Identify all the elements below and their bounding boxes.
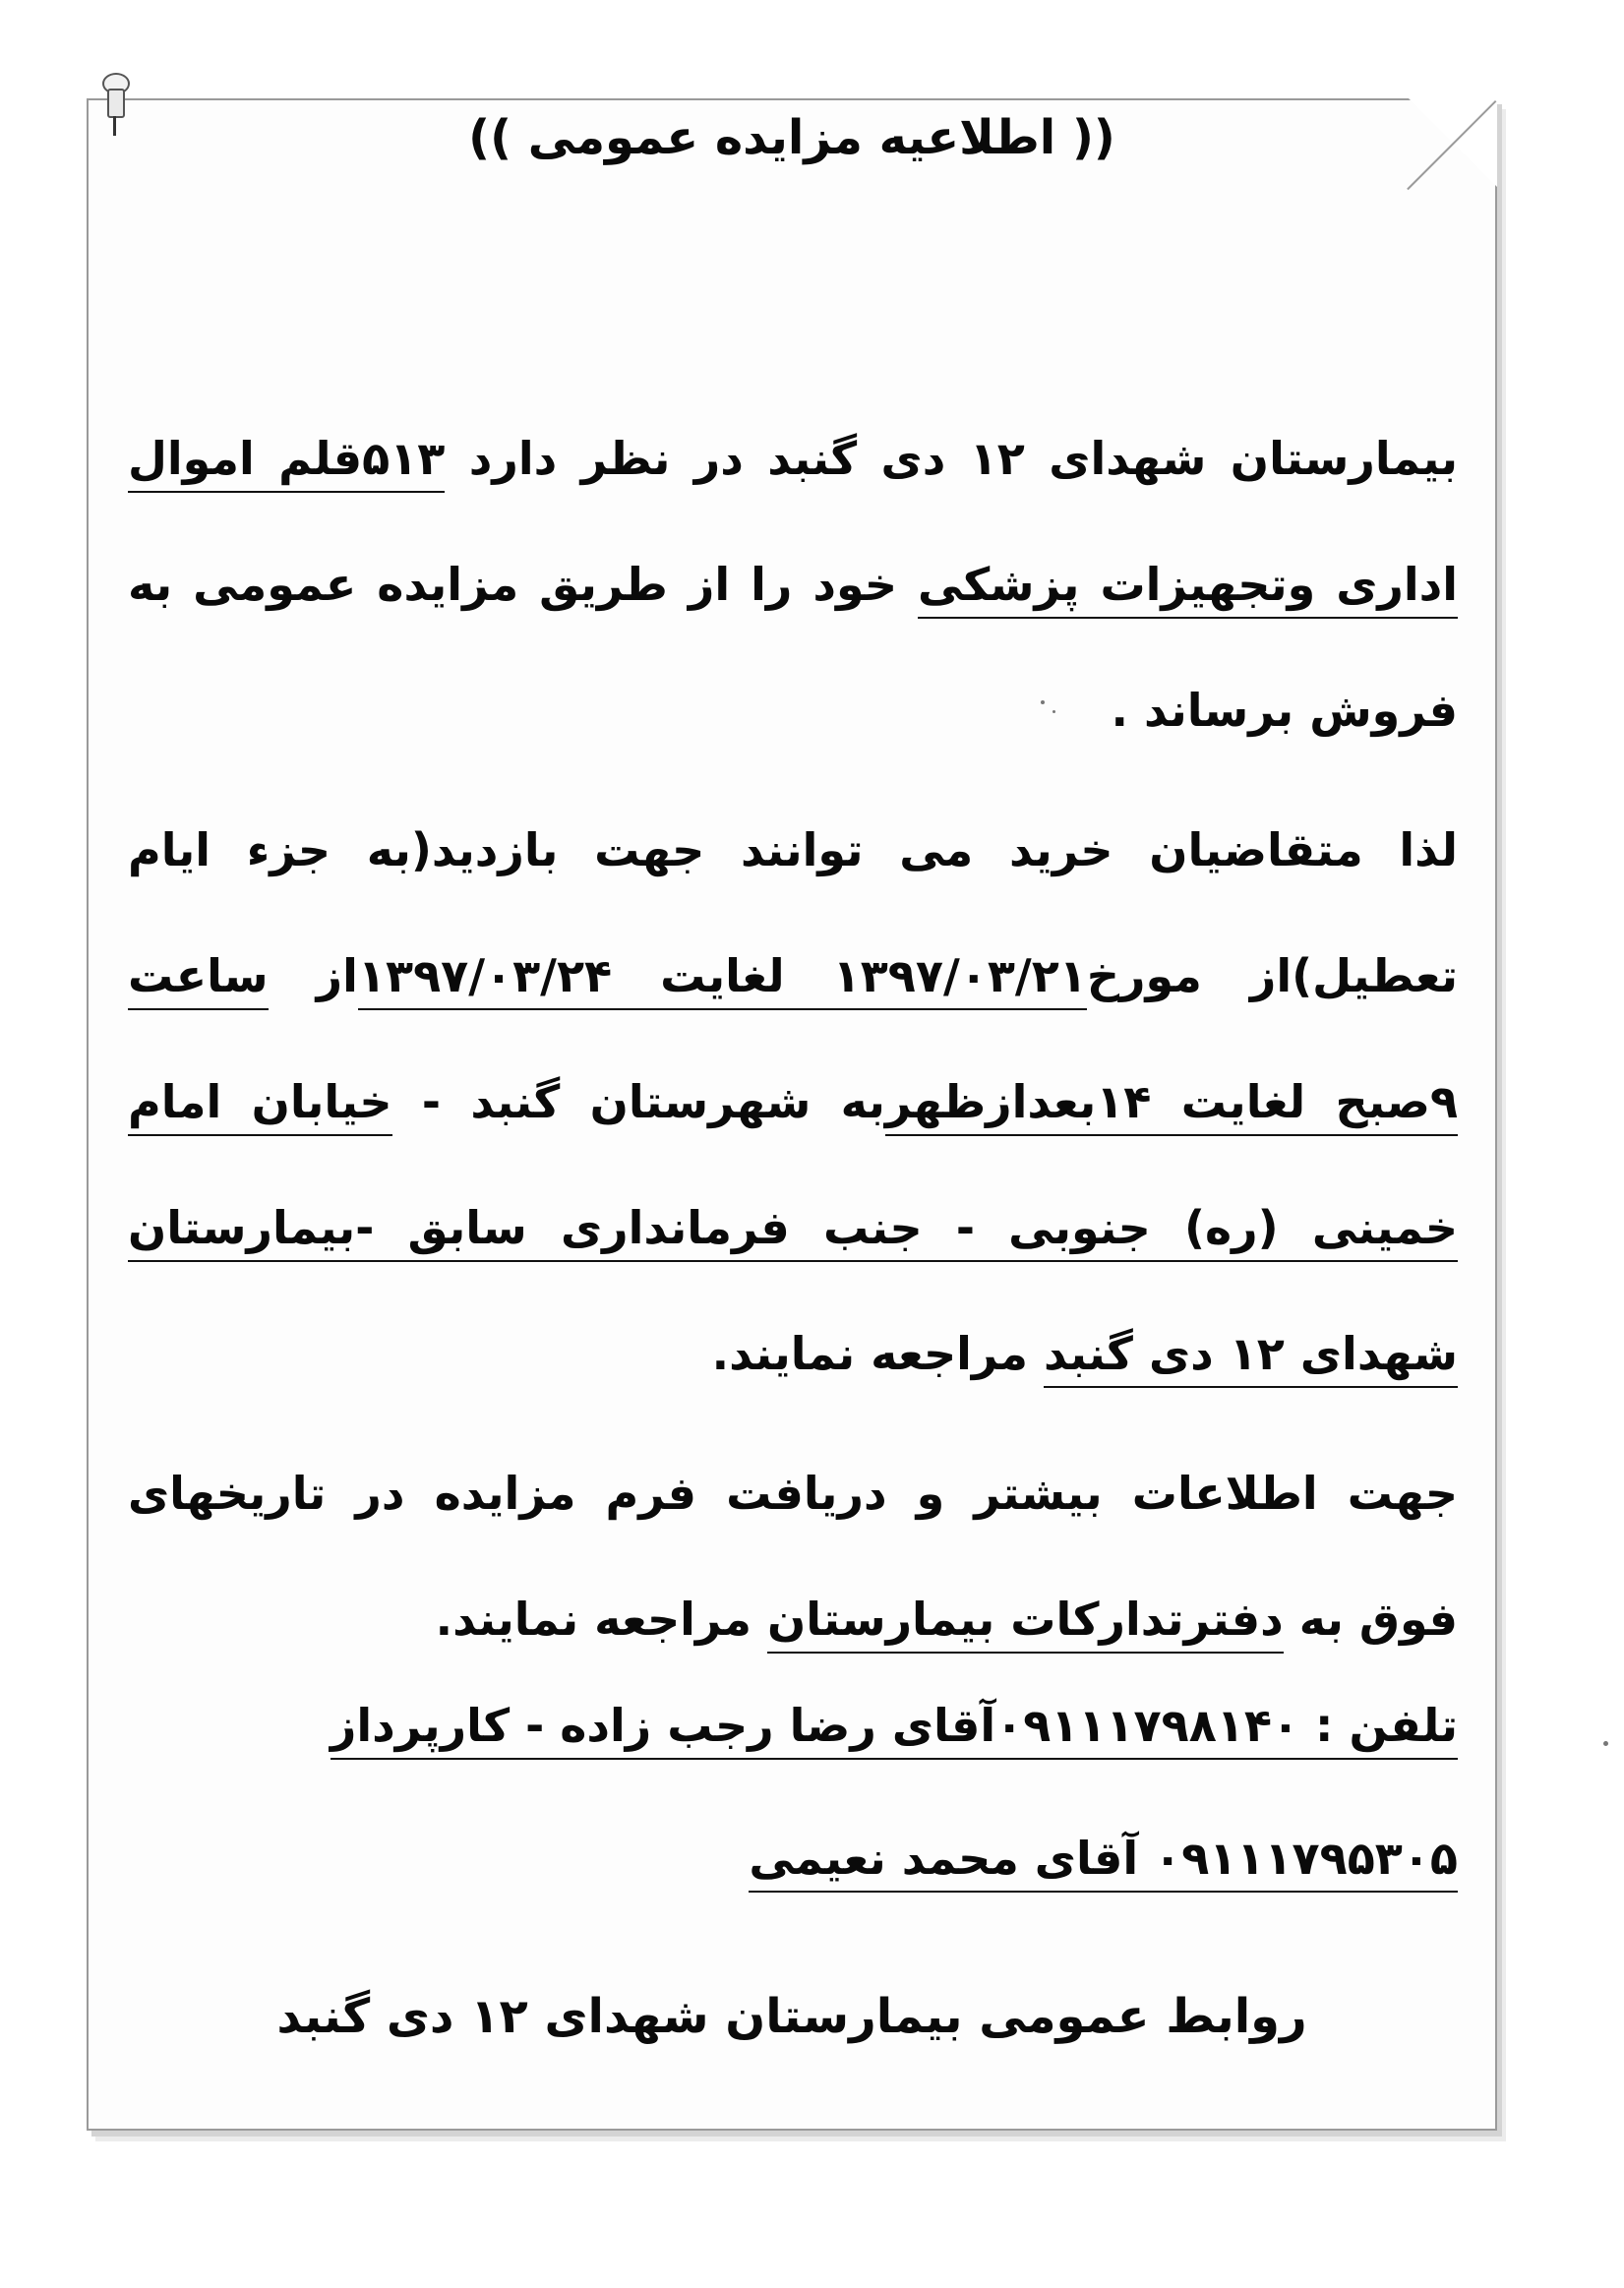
contact-line-2: ۰۹۱۱۱۷۹۵۳۰۵ آقای محمد نعیمی — [749, 1832, 1458, 1885]
paragraph-visit-details — [128, 787, 1458, 1416]
notice-title: (( اطلاعیه مزایده عمومی )) — [468, 110, 1115, 165]
notice-sheet — [87, 98, 1497, 2131]
info-end: مراجعه نمایند. — [435, 1593, 768, 1646]
scan-speck — [1041, 700, 1045, 704]
paragraph-auction-intent — [128, 395, 1458, 773]
paragraph-more-info — [128, 1430, 1458, 1682]
items-count-underlined: ۵۱۳قلم اموال اداری وتجهیزات پزشکی — [128, 432, 1458, 619]
visit-hours-underlined: ساعت ۹صبح لغایت ۱۴بعدازظهر — [128, 949, 1458, 1136]
paragraph1-text-end: خود را از طریق مزایده عمومی به فروش برساند . — [128, 558, 1458, 737]
scan-speck — [1053, 710, 1055, 713]
visit-dates-underlined: ۱۳۹۷/۰۳/۲۱ لغایت ۱۳۹۷/۰۳/۲۴ — [358, 949, 1087, 1010]
visit-address-underlined: خیابان امام خمینی (ره) جنوبی - جنب فرمانداری سابق -بیمارستان شهدای ۱۲ دی گنبد — [128, 1075, 1458, 1388]
visit-from: از — [268, 949, 358, 1002]
notice-body — [128, 395, 1458, 1682]
signature-public-relations: روابط عمومی بیمارستان شهدای ۱۲ دی گنبد — [276, 1989, 1307, 2044]
visit-intro: لذا متقاضیان خرید می توانند جهت بازدید(به جزء ایام تعطیل)از مورخ — [128, 823, 1459, 1002]
procurement-office-underlined: دفترتدارکات بیمارستان — [767, 1593, 1284, 1654]
scan-speck — [1603, 1741, 1608, 1746]
visit-city: به شهرستان گنبد - — [391, 1075, 885, 1128]
contact-line-1: تلفن : ۰۹۱۱۱۷۹۸۱۴۰آقای رضا رجب زاده - کارپرداز — [331, 1699, 1458, 1752]
paragraph1-text: بیمارستان شهدای ۱۲ دی گنبد در نظر دارد — [445, 432, 1458, 485]
info-intro: جهت اطلاعات بیشتر و دریافت فرم مزایده در تاریخهای فوق به — [128, 1467, 1458, 1646]
visit-end: مراجعه نمایند. — [711, 1327, 1045, 1380]
